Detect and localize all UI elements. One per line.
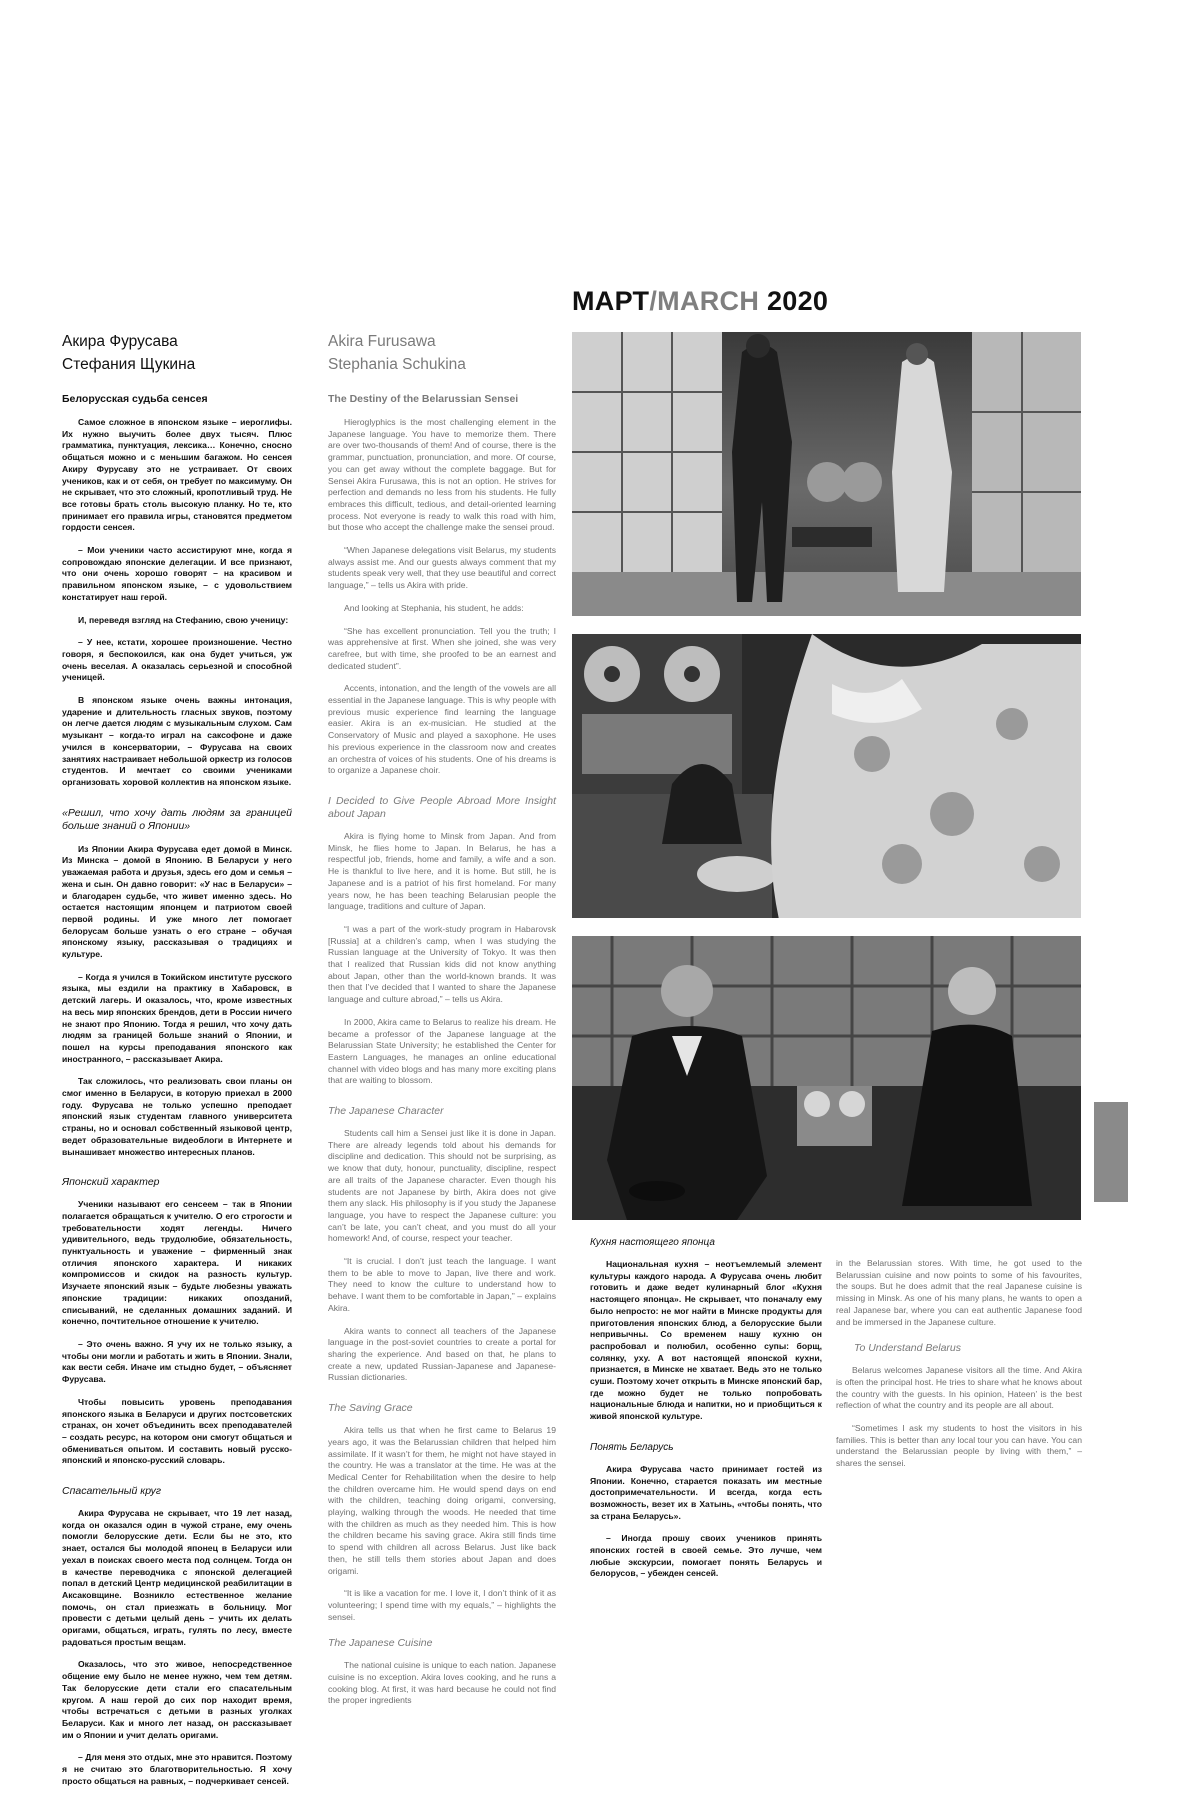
article-title-ru: Белорусская судьба сенсея xyxy=(62,393,208,405)
issue-date xyxy=(572,286,828,317)
section-title-character-ru: Японский характер xyxy=(62,1176,160,1189)
paragraph: Akira wants to connect all teachers of the Japanese language in the post-soviet countries to create a portal for sharing the experience. And based on that, he plans to create a new, updated Russian-Japanese and Japanese-Russian dictionaries. xyxy=(328,1325,556,1383)
article-title-en: The Destiny of the Belarussian Sensei xyxy=(328,393,519,405)
paragraph: “It is like a vacation for me. I love it, I don’t think of it as volunteering; I spend time with my equals,” – highlights the sensei. xyxy=(328,1588,556,1622)
paragraph: “She has excellent pronunciation. Tell you the truth; I was apprehensive at first. When she joined, she was very carefree, but with time, she proofed to be an earnest and dedicated student”. xyxy=(328,625,556,671)
section-title-cuisine-ru: Кухня настоящего японца xyxy=(590,1237,715,1248)
russian-column-continued xyxy=(590,1236,822,1591)
paragraph: in the Belarussian stores. With time, he got used to the Belarussian cuisine and now points to some of his favourites, the soups. But he does admit that the real Japanese cuisine is missing in Minsk. As one of his many plans, he wants to open a real Japanese bar, where you can eat authentic Japanese food and be immersed in the Japanese culture. xyxy=(836,1258,1082,1327)
author-ru-1: Акира Фурусава xyxy=(62,333,178,350)
section-title-insight-en: I Decided to Give People Abroad More Insight about Japan xyxy=(328,794,556,820)
paragraph: Akira is flying home to Minsk from Japan. And from Minsk, he flies home to Japan. In Belarus, he has a respectful job, friends, home and family, a wife and a son. He is thankful to live here, and it is home. But still, he is Japanese and is a patriot of his first homeland. For many years now, he has been teaching Belarusian people the language, traditions and culture of Japan. xyxy=(328,830,556,912)
paragraph: Belarus welcomes Japanese visitors all the time. And Akira is often the principal host. He tries to share what he knows about the country with the guests. In his opinion, Hateen’ is the best reflection of what the country and its people are all about. xyxy=(836,1365,1083,1411)
section-title-belarus-en: To Understand Belarus xyxy=(854,1342,962,1355)
paragraph: Accents, intonation, and the length of the vowels are all essential in the Japanese language. This is why people with previous music experience find learning the language easier. Akira is an ex-musician. He studied at the Conservatory of Music and played a saxophone. He uses his previous experience in the classroom now and creates an orchestra of voices of his students. One of his dreams is to organize a Japanese choir. xyxy=(328,683,556,776)
paragraph: – У нее, кстати, хорошее произношение. Честно говоря, я беспокоился, как она будет учиться, уж очень веселая. А оказалась серьезной и способной ученицей. xyxy=(62,637,292,683)
paragraph: – Когда я учился в Токийском институте русского языка, мы ездили на практику в Хабаровск, в детский лагерь. И оказалось, что, кроме известных на весь мир японских брендов, дети в России ничего не знают про Японию. Тогда я решил, что хочу дать людям за границей больше знаний о Японии, и пошел на курсы преподавания японского как иностранного, – рассказывает Акира. xyxy=(62,971,292,1064)
paragraph: Hieroglyphics is the most challenging element in the Japanese language. You have to memorize them. There are over two-thousands of them! And of course, there is the grammar, punctuation, pronunciation, and more. Of course, you can get away without the complete baggage. But for Sensei Akira Furusawa, this is not an option. He strives for perfection and demands no less from his students. He fully embraces this difficult, tedious, and detail-oriented learning process. Not everyone is ready to walk this road with him, but those who accept the challenge make the sensei proud. xyxy=(328,417,556,533)
paragraph: “I was a part of the work-study program in Habarovsk [Russia] at a children’s camp, when I was studying the Russian language at the University of Tokyo. It was then that I realized that Russian kids did not know anything about Japan, other than the world-known brands. It was then that I’ve decided that I wanted to share the Japanese language and culture abroad,” – tells us Akira. xyxy=(328,923,556,1005)
russian-column xyxy=(62,330,292,1799)
paragraph: В японском языке очень важны интонация, ударение и длительность гласных звуков, поэтому он легче дается людям с музыкальным слухом. Сам музыкант – когда-то играл на саксофоне и даже учился в консерватории, – Фурусава на своих занятиях настраивает небольшой оркестр из голосов студентов. И мечтает со своими учениками организовать хоровой коллектив на японском языке. xyxy=(62,695,292,787)
paragraph: – Иногда прошу своих учеников принять японских гостей в своей семье. Это лучше, чем любые экскурсии, помогает понять Беларусь и белорусов, – убежден сенсей. xyxy=(590,1533,822,1579)
section-title-saving-en: The Saving Grace xyxy=(328,1402,413,1415)
paragraph: “When Japanese delegations visit Belarus, my students always assist me. And our guests always comment that my students speak very well, that they use beautiful and correct language,” – tells us Akira with pride. xyxy=(328,545,556,591)
photo-portrait-two xyxy=(572,936,1081,1220)
section-title-belarus-ru: Понять Беларусь xyxy=(590,1441,674,1453)
section-title-cuisine-en: The Japanese Cuisine xyxy=(328,1637,433,1650)
photo-walking-figures xyxy=(572,332,1081,616)
paragraph: Акира Фурусава часто принимает гостей из Японии. Конечно, старается показать им местные достопримечательности. И всегда, когда есть возможность, везет их в Хатынь, «чтобы понять, что за страна Беларусь». xyxy=(590,1463,822,1521)
paragraph: Национальная кухня – неотъемлемый элемент культуры каждого народа. А Фурусава очень любит готовить и даже ведет кулинарный блог «Кухня настоящего японца». Не скрывает, что поначалу ему было непросто: не мог найти в Минске продукты для приготовления японских блюд, а белорусские были непривычны. Со временем нашу кухню он распробовал и полюбил, особенно супы: борщ, солянку, уху. А вот настоящей японской кухни, признается, в Минске не хватает. Ведь это не только суши. Поэтому хочет открыть в Минске японский бар, где можно будет не только попробовать национальные блюда и напитки, но и приобщиться к живой японской культуре. xyxy=(590,1259,822,1422)
paragraph: И, переведя взгляд на Стефанию, свою ученицу: xyxy=(78,614,289,625)
paragraph: Ученики называют его сенсеем – так в Японии полагается обращаться к учителю. О его строгости и требовательности ходят легенды. Ничего удивительного, ведь трудолюбие, обязательность, пунктуальность и уважение – фирменный знак отличия японского характера. И никаких компромиссов и скидок на разность культур. Изучаете японский язык – будьте любезны уважать японские традиции: никаких опозданий, списываний, не сделанных домашних заданий. И конечно, почтительное отношение к учителю. xyxy=(62,1199,292,1327)
paragraph: Оказалось, что это живое, непосредственное общение ему было не менее нужно, чем тем детям. Так белорусские дети стали его спасательным кругом. А наш герой до сих пор находит время, чтобы встречаться с детьми в разных уголках Беларуси. Как и много лет назад, он рассказывает им о Японии и учит делать оригами. xyxy=(62,1659,292,1740)
paragraph: In 2000, Akira came to Belarus to realize his dream. He became a professor of the Japanese language at the Belarussian State University; he established the Center for Eastern Languages, he manages an online educational channel with video blogs and has many more exciting plans that are waiting to blossom. xyxy=(328,1016,556,1086)
paragraph: – Мои ученики часто ассистируют мне, когда я сопровождаю японские делегации. И все признают, что они очень хорошо говорят – на красивом и правильном японском языке, – с удовольствием констатирует наш герой. xyxy=(62,545,292,602)
paragraph: Из Японии Акира Фурусава едет домой в Минск. Из Минска – домой в Японию. В Беларуси у него уважаемая работа и друзья, здесь его дом и семья – жена и сын. Он давно говорит: «У нас в Беларуси» – и благодарен судьбе, что живет именно здесь. Но остается настоящим японцем и патриотом своей первой родины. И уже много лет помогает белорусам больше узнать о его стране – обучая японскому языку, рассказывая о традициях и культуре. xyxy=(62,843,292,960)
paragraph: Самое сложное в японском языке – иероглифы. Их нужно выучить более двух тысяч. Плюс грамматика, пунктуация, лексика… Конечно, сносно общаться можно и с меньшим багажом. Но сенсея Акиру Фурусаву это не устраивает. От своих учеников, как и от себя, он требует по максимуму. Он не скрывает, что это сложный, кропотливый труд. Не все готовы брать столь высокую планку. Но те, кто принимает его правила игры, становятся предметом гордости сенсея. xyxy=(62,417,292,533)
paragraph: The national cuisine is unique to each nation. Japanese cuisine is no exception. Akira loves cooking, and he runs a cooking blog. At first, it was hard because he could not find the proper ingredients xyxy=(328,1660,556,1706)
paragraph: And looking at Stephania, his student, he adds: xyxy=(344,602,524,613)
paragraph: Чтобы повысить уровень преподавания японского языка в Беларуси и других постсоветских странах, он хочет объединить всех преподавателей – создать ресурс, на котором они смогут общаться и обмениваться опытом. И составить новый русско-японский и японско-русский словарь. xyxy=(62,1396,292,1466)
paragraph: Akira tells us that when he first came to Belarus 19 years ago, it was the Belarussian children that helped him assimilate. If it wasn’t for them, he might not have stayed in the country. He was a translator at the time. He was at the Medical Center for Rehabilitation when the desire to help the children overcame him. He would spend days on end with the children, teaching doing origami, conversing, playing, walking through the woods. He needed that time with the children as much as they needed him. This is how the children became his saving grace. Akira still finds time to spend with children all across Belarus. Just like back then, he still tells them stories about Japan and does origami. xyxy=(328,1425,556,1576)
section-title-character-en: The Japanese Character xyxy=(328,1105,444,1118)
paragraph: – Это очень важно. Я учу их не только языку, а чтобы они могли и работать и жить в Японии. Знали, как вести себя. Иначе им стыдно будет, – объясняет Фурусава. xyxy=(62,1339,292,1385)
paragraph: Акира Фурусава не скрывает, что 19 лет назад, когда он оказался один в чужой стране, ему очень помогли белорусские дети. Если бы не это, кто знает, остался бы молодой японец в Беларуси или уехал в поисках своего места под солнцем. Тогда он в качестве переводчика с японской делегацией попал в детский Центр медицинской реабилитации в Аксаковщине. Возникло естественное желание помочь, он стал приезжать в больницу. Мог провести с детьми целый день – учить их делать оригами, общаться, играть, гулять по лесу, вместе радоваться простым вещам. xyxy=(62,1508,292,1647)
paragraph: “Sometimes I ask my students to host the visitors in his families. This is better than any local tour you can have. You can understand the Belarussian people by living with them,” – shares the sensei. xyxy=(836,1423,1082,1469)
english-column-continued xyxy=(836,1258,1082,1481)
author-en-2: Stephania Schukina xyxy=(328,356,466,373)
paragraph: – Для меня это отдых, мне это нравится. Поэтому я не считаю это благотворительностью. Я хочу просто общаться на равных, – подчеркивает сенсей. xyxy=(62,1752,292,1786)
author-ru-2: Стефания Щукина xyxy=(62,356,196,373)
author-en-1: Akira Furusawa xyxy=(328,333,436,350)
english-column xyxy=(328,330,556,1718)
year: 2020 xyxy=(766,286,829,316)
month-ru: МАРТ xyxy=(572,286,650,316)
slash: / xyxy=(649,286,658,316)
page-edge-tab xyxy=(1094,1102,1128,1202)
section-title-saving-ru: Спасательный круг xyxy=(62,1485,162,1498)
photo-kimono-tape-recorder xyxy=(572,634,1081,918)
paragraph: “It is crucial. I don’t just teach the language. I want them to be able to move to Japan, live there and work. They need to know the culture to understand how to behave. I want them to be comfortable in Japan,” – explains Akira. xyxy=(328,1256,556,1313)
pull-quote-ru: «Решил, что хочу дать людям за границей больше знаний о Японии» xyxy=(62,806,292,832)
month-en: MARCH xyxy=(657,286,760,316)
paragraph: Так сложилось, что реализовать свои планы он смог именно в Беларуси, в которую приехал в 2000 году. Фурусава не только успешно преподает японский язык студентам главного университета страны, но и основал собственный языковой центр, ведет образовательные видеоблоги в Интернете и вынашивает множество интересных планов. xyxy=(62,1076,292,1157)
paragraph: Students call him a Sensei just like it is done in Japan. There are already legends told about his demands for discipline and dedication. This should not be surprising, as we know that duty, honour, punctuality, discipline, respect are all traits of the Japanese character. Even though his students are not Japanese by birth, Akira does not give them any slack. His philosophy is if you study the Japanese language, you have to respect the Japanese culture: you can’t be late, you can’t cheat, and you must do all your homework! And, of course, respect your teacher. xyxy=(328,1128,556,1244)
